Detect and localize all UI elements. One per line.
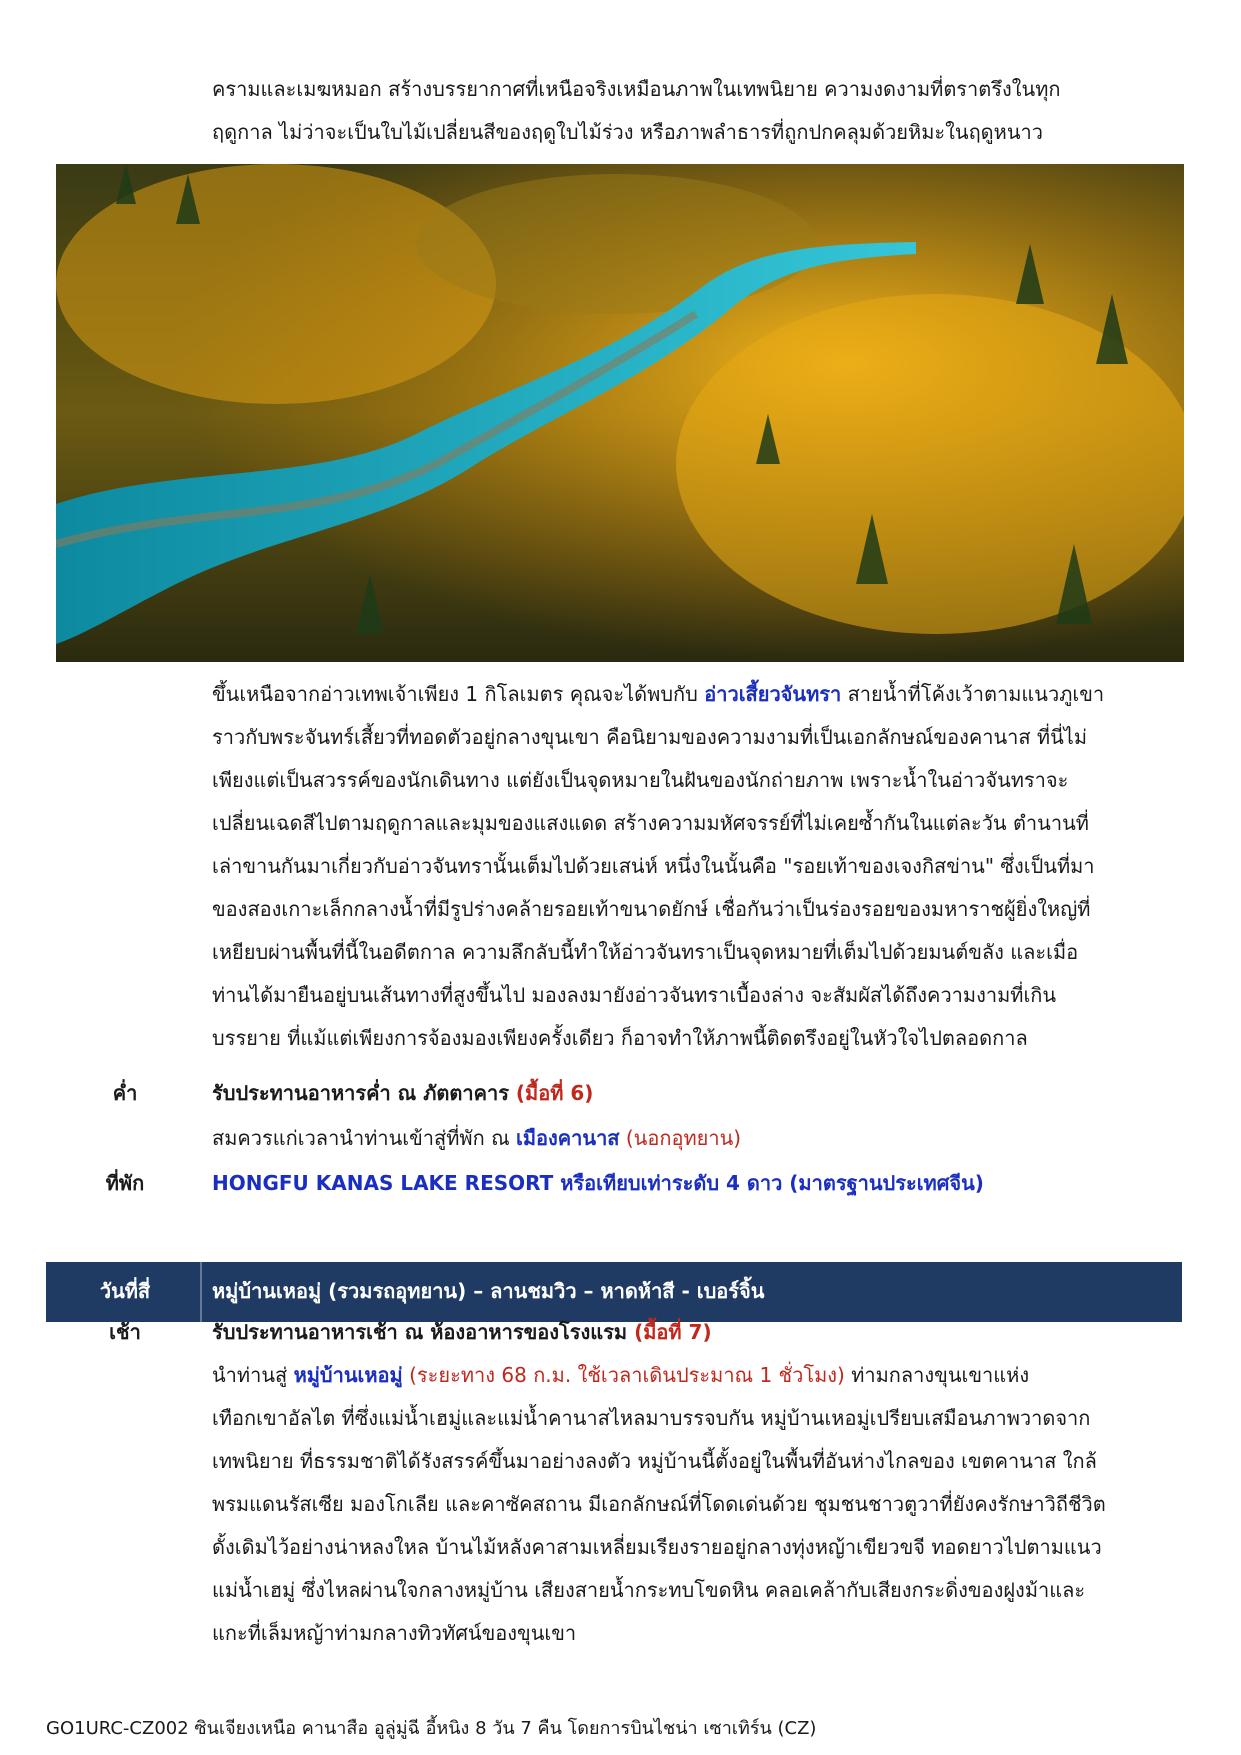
hemu-paragraph	[212, 1354, 1172, 1655]
moon-bay-line: เหยียบผ่านพื้นที่นี้ในอดีตกาล ความลึกลับนี้ทำให้อ่าวจันทราเป็นจุดหมายที่เต็มไปด้วยมนต์ขลัง และเมื่อ	[212, 940, 1079, 964]
hemu-line: แม่น้ำเฮมู่ ซึ่งไหลผ่านใจกลางหมู่บ้าน เสียงสายน้ำกระทบโขดหิน คลอเคล้ากับเสียงกระดิ่งของฝูงม้าและ	[212, 1578, 1086, 1602]
dinner-label: ค่ำ	[112, 1081, 138, 1105]
dinner-desc: รับประทานอาหารค่ำ ณ ภัตตาคาร	[212, 1081, 516, 1105]
hotel-name: HONGFU KANAS LAKE RESORT หรือเทียบเท่าระดับ 4 ดาว (มาตรฐานประเทศจีน)	[212, 1171, 984, 1195]
transfer-desc: สมควรแก่เวลานำท่านเข้าสู่ที่พัก ณ	[212, 1126, 516, 1150]
breakfast-label: เช้า	[109, 1320, 141, 1344]
moon-bay-text: สายน้ำที่โค้งเว้าตามแนวภูเขา	[841, 682, 1105, 706]
moon-bay-line: ของสองเกาะเล็กกลางน้ำที่มีรูปร่างคล้ายรอยเท้าขนาดยักษ์ เชื่อกันว่าเป็นร่องรอยของมหาราชผู้ยิ่งใหญ่ที่	[212, 897, 1091, 921]
intro-line: ครามและเมฆหมอก สร้างบรรยากาศที่เหนือจริงเหมือนภาพในเทพนิยาย ความงดงามที่ตราตรึงในทุก	[212, 77, 1061, 101]
meal-number: (มื้อที่ 6)	[515, 1081, 594, 1105]
moon-bay-text: ขึ้นเหนือจากอ่าวเทพเจ้าเพียง 1 กิโลเมตร คุณจะได้พบกับ	[212, 682, 705, 706]
moon-bay-line: เล่าขานกันมาเกี่ยวกับอ่าวจันทรานั้นเต็มไปด้วยเสน่ห์ หนึ่งในนั้นคือ "รอยเท้าของเจงกิสข่าน" ซึ่งเป็นที่มา	[212, 854, 1095, 878]
page-footer: GO1URC-CZ002 ซินเจียงเหนือ คานาสือ อูลู่มู่ฉี อี้หนิง 8 วัน 7 คืน โดยการบินไชน่า เซาเทิร์น (CZ)	[46, 1718, 817, 1739]
day-label: วันที่สี่	[99, 1279, 151, 1303]
hemu-text: นำท่านสู่	[212, 1363, 294, 1387]
breakfast-desc: รับประทานอาหารเช้า ณ ห้องอาหารของโรงแรม	[212, 1320, 635, 1344]
hemu-line: เทพนิยาย ที่ธรรมชาติได้รังสรรค์ขึ้นมาอย่างลงตัว หมู่บ้านนี้ตั้งอยู่ในพื้นที่อันห่างไกลของ เขตคานาส ใกล้	[212, 1449, 1097, 1473]
meal-number: (มื้อที่ 7)	[634, 1320, 712, 1344]
transfer-text	[212, 1122, 741, 1154]
dinner-text	[212, 1077, 593, 1109]
moon-bay-paragraph	[212, 673, 1172, 1060]
hemu-line: เทือกเขาอัลไต ที่ซึ่งแม่น้ำเฮมู่และแม่น้ำคานาสไหลมาบรรจบกัน หมู่บ้านเหอมู่เปรียบเสมือนภาพวาดจาก	[212, 1406, 1091, 1430]
moon-bay-line: เปลี่ยนเฉดสีไปตามฤดูกาลและมุมของแสงแดด สร้างความมหัศจรรย์ที่ไม่เคยซ้ำกันในแต่ละวัน ตำนานที่	[212, 811, 1089, 835]
moon-bay-line: บรรยาย ที่แม้แต่เพียงการจ้องมองเพียงครั้งเดียว ก็อาจทำให้ภาพนี้ติดตรึงอยู่ในหัวใจไปตลอดกาล	[212, 1026, 1028, 1050]
hemu-line: ดั้งเดิมไว้อย่างน่าหลงใหล บ้านไม้หลังคาสามเหลี่ยมเรียงรายอยู่กลางทุ่งหญ้าเขียวขจี ทอดยาวไปตามแนว	[212, 1535, 1102, 1559]
hemu-line: แกะที่เล็มหญ้าท่ามกลางทิวทัศน์ของขุนเขา	[212, 1621, 577, 1645]
hemu-link[interactable]: หมู่บ้านเหอมู่	[293, 1363, 403, 1387]
hotel-label: ที่พัก	[105, 1171, 145, 1195]
hemu-distance: (ระยะทาง 68 ก.ม. ใช้เวลาเดินประมาณ 1 ชั่วโมง)	[402, 1363, 845, 1387]
day-title: หมู่บ้านเหอมู่ (รวมรถอุทยาน) – ลานชมวิว – หาดห้าสี - เบอร์จิ้น	[212, 1279, 765, 1303]
autumn-forest-river-icon	[56, 164, 1184, 662]
intro-paragraph	[212, 68, 1172, 154]
hemu-text: ท่ามกลางขุนเขาแห่ง	[844, 1363, 1030, 1387]
city-link[interactable]: เมืองคานาส	[515, 1126, 620, 1150]
moon-bay-line: เพียงแต่เป็นสวรรค์ของนักเดินทาง แต่ยังเป็นจุดหมายในฝันของนักถ่ายภาพ เพราะน้ำในอ่าวจันทราจะ	[212, 768, 1069, 792]
breakfast-text	[212, 1316, 712, 1348]
day-header-band	[46, 1262, 1182, 1322]
moon-bay-line: ราวกับพระจันทร์เสี้ยวที่ทอดตัวอยู่กลางขุนเขา คือนิยามของความงามที่เป็นเอกลักษณ์ของคานาส ที่นี่ไม่	[212, 725, 1088, 749]
intro-line: ฤดูกาล ไม่ว่าจะเป็นใบไม้เปลี่ยนสีของฤดูใบไม้ร่วง หรือภาพลำธารที่ถูกปกคลุมด้วยหิมะในฤดูหนาว	[212, 120, 1043, 144]
moon-bay-line: ท่านได้มายืนอยู่บนเส้นทางที่สูงขึ้นไป มองลงมายังอ่าวจันทราเบื้องล่าง จะสัมผัสได้ถึงความงามที่เกิน	[212, 983, 1057, 1007]
band-divider	[200, 1262, 202, 1322]
moon-bay-link[interactable]: อ่าวเสี้ยวจันทรา	[704, 682, 842, 706]
moon-bay-line	[212, 673, 1172, 716]
hemu-line: พรมแดนรัสเซีย มองโกเลีย และคาซัคสถาน มีเอกลักษณ์ที่โดดเด่นด้วย ชุมชนชาวตูวาที่ยังคงรักษาวิถีชีวิต	[212, 1492, 1106, 1516]
transfer-note: (นอกอุทยาน)	[619, 1126, 742, 1150]
hemu-line	[212, 1354, 1172, 1397]
